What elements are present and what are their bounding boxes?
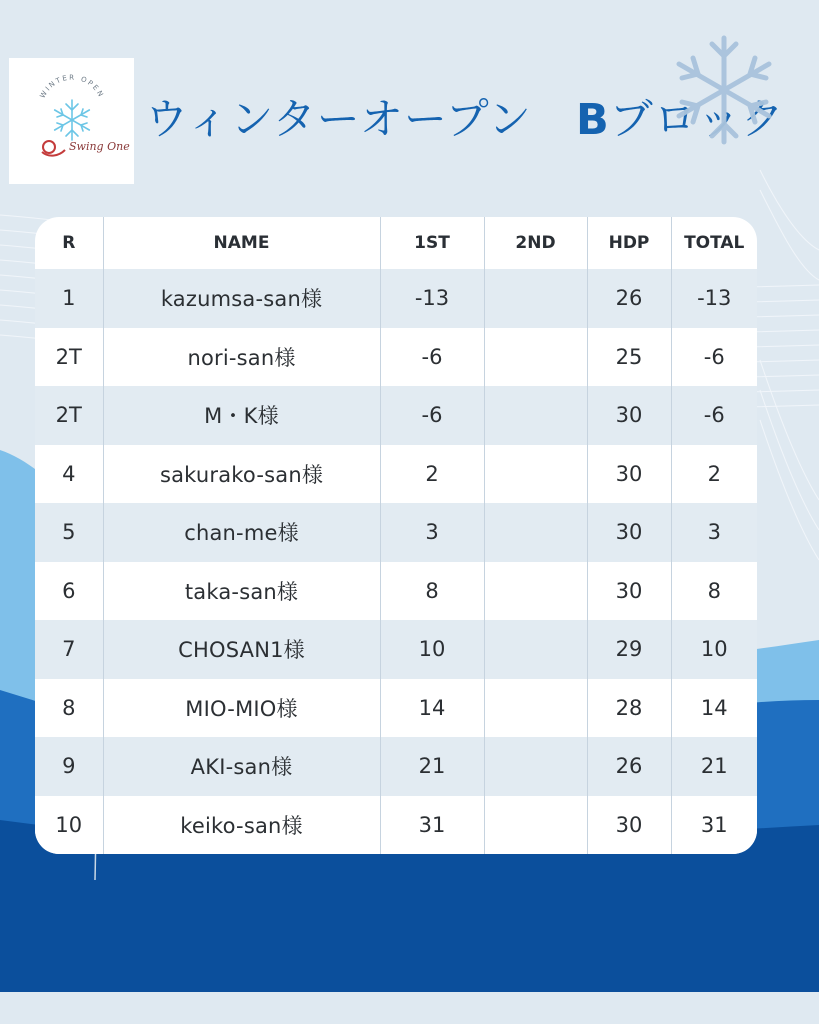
table-row bbox=[35, 328, 757, 387]
first-score-cell: 3 bbox=[380, 503, 484, 562]
table-row bbox=[35, 386, 757, 445]
second-score-cell bbox=[484, 562, 587, 621]
rank-cell: 8 bbox=[35, 679, 103, 738]
first-score-cell: -6 bbox=[380, 328, 484, 387]
rank-cell: 1 bbox=[35, 269, 103, 328]
first-score-cell: 2 bbox=[380, 445, 484, 504]
total-cell: 3 bbox=[671, 503, 757, 562]
name-cell: chan-me様 bbox=[103, 503, 380, 562]
hdp-cell: 30 bbox=[587, 796, 671, 855]
second-score-cell bbox=[484, 386, 587, 445]
rank-cell: 10 bbox=[35, 796, 103, 855]
name-cell: M・K様 bbox=[103, 386, 380, 445]
total-cell: -6 bbox=[671, 386, 757, 445]
results-table bbox=[35, 217, 757, 854]
name-cell: MIO-MIO様 bbox=[103, 679, 380, 738]
hdp-cell: 28 bbox=[587, 679, 671, 738]
first-score-cell: 21 bbox=[380, 737, 484, 796]
total-cell: 21 bbox=[671, 737, 757, 796]
name-cell: sakurako-san様 bbox=[103, 445, 380, 504]
title-block-letter: B bbox=[575, 95, 610, 145]
logo-top-text: WINTER OPEN bbox=[38, 73, 106, 100]
swing-one-mark-icon bbox=[42, 141, 65, 156]
rank-cell: 9 bbox=[35, 737, 103, 796]
first-score-cell: 14 bbox=[380, 679, 484, 738]
table-row bbox=[35, 679, 757, 738]
hdp-cell: 30 bbox=[587, 503, 671, 562]
total-cell: 8 bbox=[671, 562, 757, 621]
total-cell: 31 bbox=[671, 796, 757, 855]
table-row bbox=[35, 269, 757, 328]
total-cell: 14 bbox=[671, 679, 757, 738]
snowflake-icon bbox=[666, 32, 782, 148]
rank-cell: 2T bbox=[35, 386, 103, 445]
column-header-rank: R bbox=[62, 233, 76, 253]
first-score-cell: -13 bbox=[380, 269, 484, 328]
second-score-cell bbox=[484, 737, 587, 796]
hdp-cell: 29 bbox=[587, 620, 671, 679]
name-cell: nori-san様 bbox=[103, 328, 380, 387]
second-score-cell bbox=[484, 445, 587, 504]
second-score-cell bbox=[484, 328, 587, 387]
table-row bbox=[35, 737, 757, 796]
first-score-cell: 10 bbox=[380, 620, 484, 679]
name-cell: CHOSAN1様 bbox=[103, 620, 380, 679]
second-score-cell bbox=[484, 269, 587, 328]
results-table-card bbox=[35, 217, 757, 854]
title-block-text: ブロック bbox=[609, 95, 785, 145]
logo-brand-text: Swing One bbox=[69, 140, 130, 153]
hdp-cell: 26 bbox=[587, 269, 671, 328]
column-header-name: NAME bbox=[103, 217, 380, 269]
name-cell: AKI-san様 bbox=[103, 737, 380, 796]
first-score-cell: 8 bbox=[380, 562, 484, 621]
second-score-cell bbox=[484, 679, 587, 738]
second-score-cell bbox=[484, 620, 587, 679]
hdp-cell: 26 bbox=[587, 737, 671, 796]
first-score-cell: 31 bbox=[380, 796, 484, 855]
column-header-hdp: HDP bbox=[587, 217, 671, 269]
hdp-cell: 30 bbox=[587, 445, 671, 504]
column-header-1st: 1ST bbox=[380, 217, 484, 269]
total-cell: -6 bbox=[671, 328, 757, 387]
table-header-row bbox=[35, 217, 757, 269]
table-row bbox=[35, 503, 757, 562]
column-header-total: TOTAL bbox=[671, 217, 757, 269]
total-cell: 2 bbox=[671, 445, 757, 504]
title-event: ウィンターオープン bbox=[145, 95, 532, 145]
rank-cell: 5 bbox=[35, 503, 103, 562]
rank-cell: 4 bbox=[35, 445, 103, 504]
rank-cell: 6 bbox=[35, 562, 103, 621]
total-cell: -13 bbox=[671, 269, 757, 328]
table-row bbox=[35, 620, 757, 679]
hdp-cell: 25 bbox=[587, 328, 671, 387]
total-cell: 10 bbox=[671, 620, 757, 679]
logo-snowflake-icon bbox=[55, 100, 90, 140]
second-score-cell bbox=[484, 796, 587, 855]
table-row bbox=[35, 445, 757, 504]
name-cell: taka-san様 bbox=[103, 562, 380, 621]
name-cell: keiko-san様 bbox=[103, 796, 380, 855]
name-cell: kazumsa-san様 bbox=[103, 269, 380, 328]
second-score-cell bbox=[484, 503, 587, 562]
first-score-cell: -6 bbox=[380, 386, 484, 445]
hdp-cell: 30 bbox=[587, 562, 671, 621]
hdp-cell: 30 bbox=[587, 386, 671, 445]
event-logo bbox=[9, 58, 134, 184]
rank-cell: 2T bbox=[35, 328, 103, 387]
column-header-2nd: 2ND bbox=[484, 217, 587, 269]
table-row bbox=[35, 562, 757, 621]
rank-cell: 7 bbox=[35, 620, 103, 679]
table-row bbox=[35, 796, 757, 855]
